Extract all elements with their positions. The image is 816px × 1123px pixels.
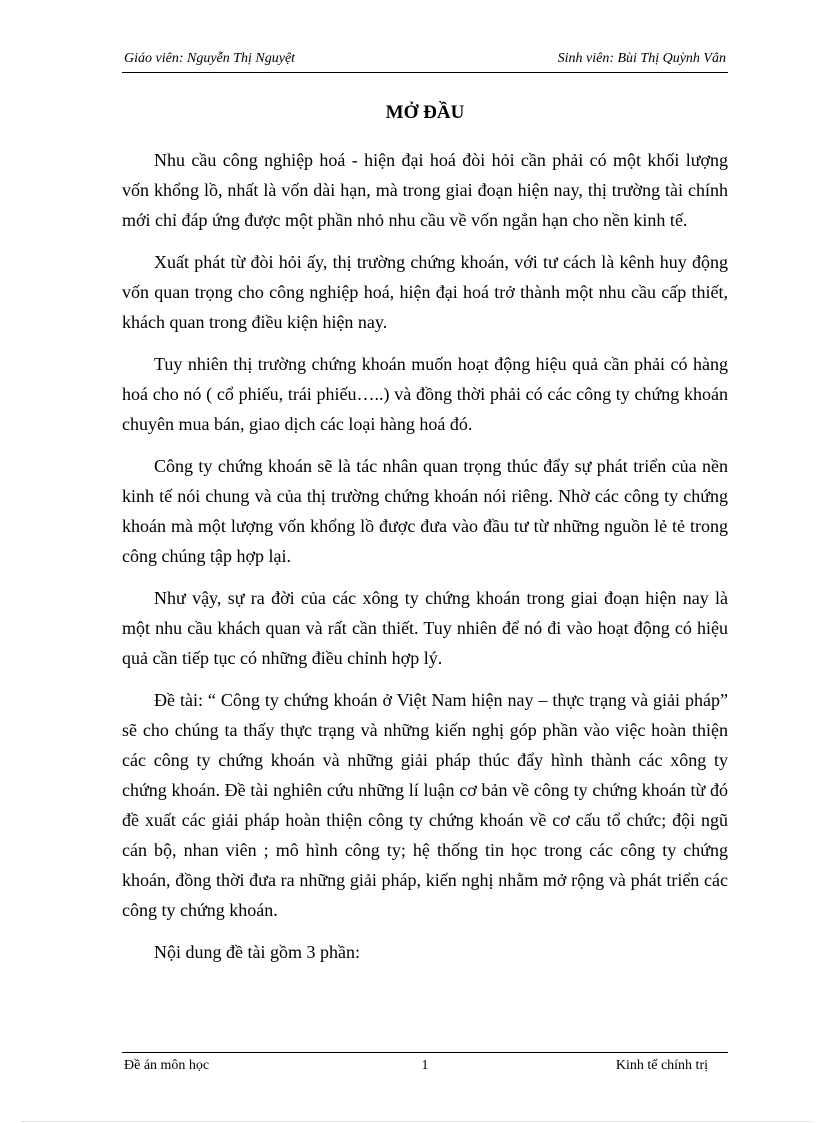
- page-header: [122, 50, 728, 73]
- body-text: [122, 145, 728, 979]
- paragraph-1: Nhu cầu công nghiệp hoá - hiện đại hoá đòi hỏi cần phải có một khối lượng vốn khổng lồ, nhất là vốn dài hạn, mà trong giai đoạn hiện nay, thị trường tài chính mới chỉ đáp ứng được một phần nhỏ nhu cầu về vốn ngắn hạn cho nền kinh tế.: [122, 150, 728, 230]
- footer-course: Đề án môn học: [124, 1058, 210, 1073]
- paragraph-3: Tuy nhiên thị trường chứng khoán muốn hoạt động hiệu quả cần phải có hàng hoá cho nó ( cổ phiếu, trái phiếu…..) và đồng thời phải có các công ty chứng khoán chuyên mua bán, giao dịch các loại hàng hoá đó.: [122, 354, 728, 434]
- paragraph-4: Công ty chứng khoán sẽ là tác nhân quan trọng thúc đẩy sự phát triển của nền kinh tế nói chung và của thị trường chứng khoán nói riêng. Nhờ các công ty chứng khoán mà một lượng vốn khổng lồ được đưa vào đầu tư từ những nguồn lẻ tẻ trong công chúng tập hợp lại.: [122, 456, 728, 566]
- paragraph-2: Xuất phát từ đòi hỏi ấy, thị trường chứng khoán, với tư cách là kênh huy động vốn quan trọng cho công nghiệp hoá, hiện đại hoá trở thành một nhu cầu cấp thiết, khách quan trong điều kiện hiện nay.: [122, 252, 728, 332]
- page-footer: [122, 1052, 728, 1077]
- footer-subject: Kinh tế chính trị: [615, 1058, 708, 1073]
- paragraph-6: Đề tài: “ Công ty chứng khoán ở Việt Nam hiện nay – thực trạng và giải pháp” sẽ cho chúng ta thấy thực trạng và những kiến nghị góp phần vào việc hoàn thiện các công ty chứng khoán và những giải pháp thúc đẩy hình thành các xông ty chứng khoán. Đề tài nghiên cứu những lí luận cơ bản về công ty chứng khoán từ đó đề xuất các giải pháp hoàn thiện công ty chứng khoán về cơ cấu tổ chức; đội ngũ cán bộ, nhan viên ; mô hình công ty; hệ thống tin học trong các công ty chứng khoán, đồng thời đưa ra những giải pháp, kiến nghị nhằm mở rộng và phát triển các công ty chứng khoán.: [122, 690, 728, 920]
- header-teacher: Giáo viên: Nguyễn Thị Nguyệt: [124, 51, 296, 66]
- paragraph-7: Nội dung đề tài gồm 3 phần:: [154, 942, 360, 962]
- page-number: 1: [421, 1058, 429, 1073]
- paragraph-5: Như vậy, sự ra đời của các xông ty chứng khoán trong giai đoạn hiện nay là một nhu cầu khách quan và rất cần thiết. Tuy nhiên để nó đi vào hoạt động có hiệu quả cần tiếp tục có những điều chỉnh hợp lý.: [122, 588, 728, 668]
- page-bottom-divider: [22, 1121, 812, 1122]
- header-student: Sinh viên: Bùi Thị Quỳnh Vân: [557, 51, 726, 66]
- page-title: MỞ ĐẦU: [385, 102, 465, 123]
